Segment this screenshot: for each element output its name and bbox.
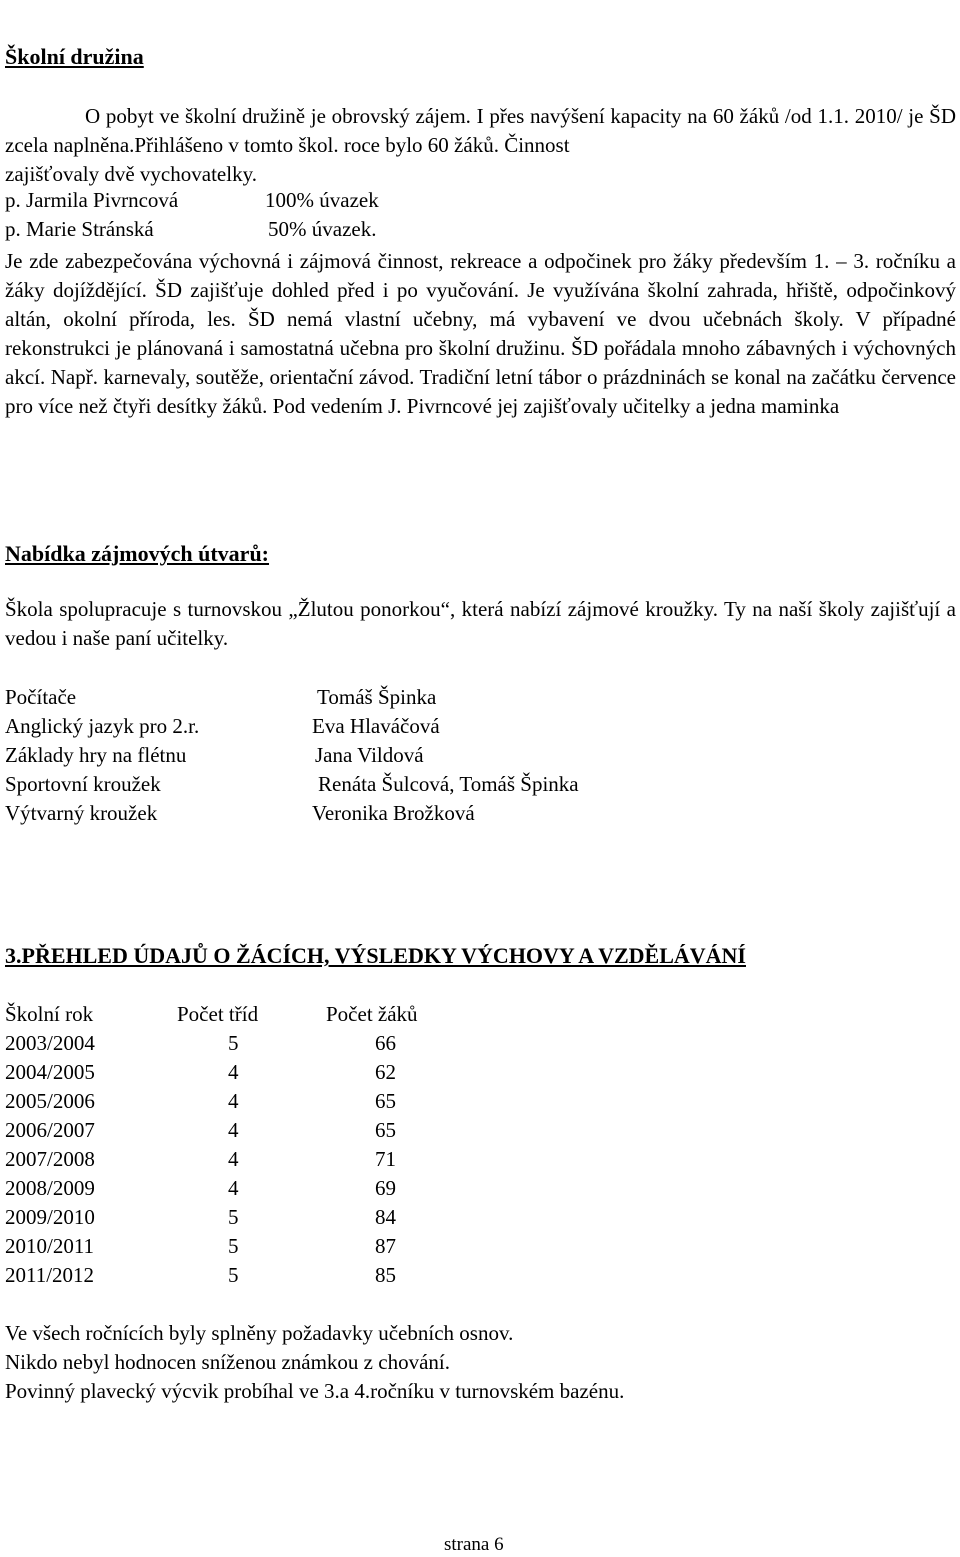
club-leader: Renáta Šulcová, Tomáš Špinka <box>318 772 579 796</box>
cell-classes: 5 <box>228 1234 239 1258</box>
paragraph: Je zde zabezpečována výchovná i zájmová činnost, rekreace a odpočinek pro žáky především 1. – 3. ročníku a žáky dojíždějící. ŠD zajišťuje dohled před i po vyučování. Je využívána školní zahrada, hřiště, odpočinkový altán, okolní příroda, les. ŠD nemá vlastní učebny, má vybavení ve dvou učebnách školy. V případné rekonstrukci je plánovaná i samostatná učebna pro školní družinu. ŠD pořádala mnoho zábavných i výchovných akcí. Např. karnevaly, soutěže, orientační závod. Tradiční letní tábor o prázdninách se konal na začátku července pro více než čtyři desítky žáků. Pod vedením J. Pivrncové jej zajišťovaly učitelky a jedna maminka <box>5 249 956 418</box>
club-name: Výtvarný kroužek <box>5 801 158 825</box>
closing-notes <box>5 1319 956 1406</box>
table-row <box>5 1232 505 1261</box>
cell-year: 2011/2012 <box>5 1263 95 1287</box>
student-stats-table <box>5 1000 505 1290</box>
column-header-pupils: Počet žáků <box>326 1002 418 1026</box>
druzina-text-2 <box>5 247 956 421</box>
cell-year: 2010/2011 <box>5 1234 95 1258</box>
section-heading-prehled: 3.PŘEHLED ÚDAJŮ O ŽÁCÍCH, VÝSLEDKY VÝCHOVY A VZDĚLÁVÁNÍ <box>5 943 746 968</box>
paragraph: zajišťovaly dvě vychovatelky. <box>5 162 257 186</box>
staff-name-2: p. Marie Stránská <box>5 217 154 241</box>
club-name: Počítače <box>5 685 77 709</box>
table-row <box>5 1087 505 1116</box>
cell-year: 2006/2007 <box>5 1118 95 1142</box>
cell-pupils: 62 <box>375 1060 396 1084</box>
table-row <box>5 1116 505 1145</box>
staff-load-2: 50% úvazek. <box>268 217 377 241</box>
table-row <box>5 1058 505 1087</box>
cell-year: 2007/2008 <box>5 1147 95 1171</box>
club-leader: Eva Hlaváčová <box>312 714 440 738</box>
list-item <box>5 799 705 828</box>
column-header-classes: Počet tříd <box>177 1002 259 1026</box>
page-number: strana 6 <box>444 1534 504 1555</box>
cell-pupils: 85 <box>375 1263 396 1287</box>
paragraph: Škola spolupracuje s turnovskou „Žlutou ponorkou“, která nabízí zájmové kroužky. Ty na naší školy zajišťují a vedou i naše paní učitelky. <box>5 597 956 650</box>
staff-name-1: p. Jarmila Pivrncová <box>5 188 179 212</box>
cell-pupils: 71 <box>375 1147 396 1171</box>
list-item <box>5 683 705 712</box>
cell-year: 2003/2004 <box>5 1031 95 1055</box>
table-row <box>5 1203 505 1232</box>
list-item <box>5 741 705 770</box>
club-name: Sportovní kroužek <box>5 772 161 796</box>
cell-classes: 5 <box>228 1031 239 1055</box>
table-row <box>5 1145 505 1174</box>
section-heading-skolni-druzina: Školní družina <box>5 44 144 69</box>
club-name: Základy hry na flétnu <box>5 743 187 767</box>
cell-classes: 4 <box>228 1089 239 1113</box>
cell-classes: 4 <box>228 1118 239 1142</box>
cell-classes: 4 <box>228 1176 239 1200</box>
cell-year: 2004/2005 <box>5 1060 95 1084</box>
cell-pupils: 84 <box>375 1205 396 1229</box>
druzina-text <box>5 102 956 189</box>
club-leader: Jana Vildová <box>315 743 424 767</box>
column-header-year: Školní rok <box>5 1002 94 1026</box>
club-leader: Tomáš Špinka <box>317 685 437 709</box>
cell-classes: 5 <box>228 1205 239 1229</box>
cell-pupils: 87 <box>375 1234 396 1258</box>
cell-pupils: 65 <box>375 1118 396 1142</box>
note-line: Povinný plavecký výcvik probíhal ve 3.a 4.ročníku v turnovském bazénu. <box>5 1379 625 1403</box>
paragraph: O pobyt ve školní družině je obrovský zájem. I přes navýšení kapacity na 60 žáků /od 1.1. 2010/ je ŠD zcela naplněna.Přihlášeno v tomto škol. roce bylo 60 žáků. Činnost <box>5 104 956 157</box>
list-item <box>5 770 705 799</box>
cell-year: 2005/2006 <box>5 1089 95 1113</box>
note-line: Ve všech ročnících byly splněny požadavky učebních osnov. <box>5 1321 514 1345</box>
cell-classes: 5 <box>228 1263 239 1287</box>
table-row <box>5 1261 505 1290</box>
cell-pupils: 65 <box>375 1089 396 1113</box>
list-item <box>5 712 705 741</box>
staff-load-1: 100% úvazek <box>265 188 379 212</box>
cell-year: 2008/2009 <box>5 1176 95 1200</box>
nabidka-text <box>5 595 956 653</box>
table-row <box>5 1174 505 1203</box>
table-row <box>5 1029 505 1058</box>
cell-pupils: 66 <box>375 1031 396 1055</box>
cell-classes: 4 <box>228 1147 239 1171</box>
section-heading-nabidka: Nabídka zájmových útvarů: <box>5 541 270 566</box>
club-name: Anglický jazyk pro 2.r. <box>5 714 200 738</box>
cell-pupils: 69 <box>375 1176 396 1200</box>
table-header-row <box>5 1000 505 1029</box>
cell-classes: 4 <box>228 1060 239 1084</box>
club-leader: Veronika Brožková <box>312 801 475 825</box>
note-line: Nikdo nebyl hodnocen sníženou známkou z chování. <box>5 1350 450 1374</box>
cell-year: 2009/2010 <box>5 1205 95 1229</box>
